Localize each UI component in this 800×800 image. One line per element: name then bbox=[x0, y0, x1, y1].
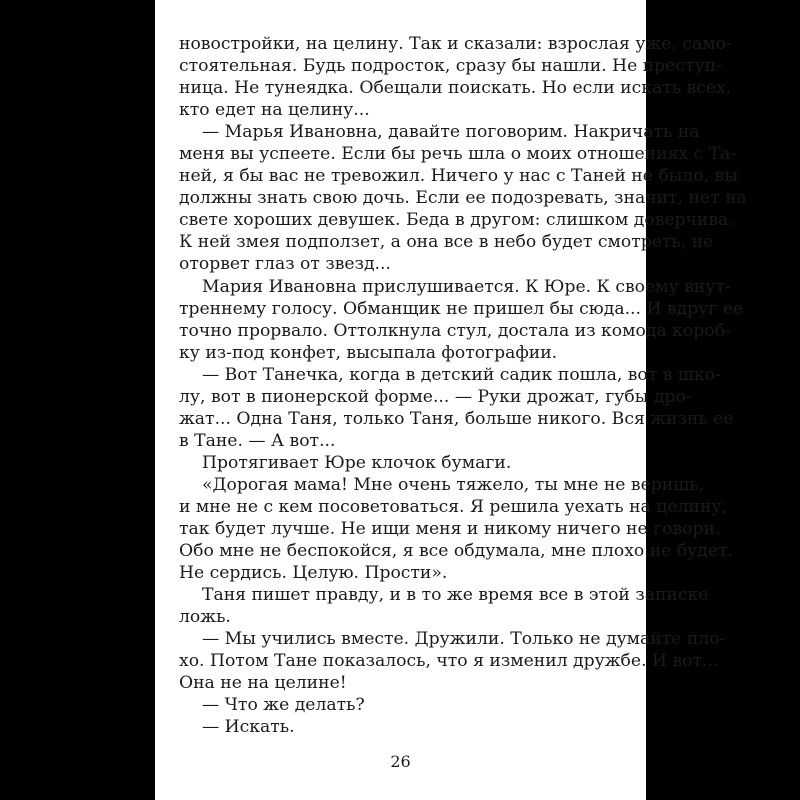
page-number: 26 bbox=[390, 752, 411, 771]
text-line: К ней змея подползет, а она все в небо будет смотреть, не bbox=[179, 232, 714, 253]
text-line: и мне не с кем посоветоваться. Я решила уехать на целину, bbox=[179, 496, 727, 517]
book-page bbox=[155, 0, 747, 800]
text-line: так будет лучше. Не ищи меня и никому ничего не говори. bbox=[179, 519, 721, 540]
text-line: оторвет глаз от звезд... bbox=[179, 254, 391, 275]
text-line: — Марья Ивановна, давайте поговорим. Накричать на bbox=[202, 122, 700, 143]
text-line: стоятельная. Будь подросток, сразу бы нашли. Не преступ- bbox=[179, 56, 722, 77]
text-line: свете хороших девушек. Беда в другом: слишком доверчива. bbox=[179, 210, 734, 231]
text-line: — Вот Танечка, когда в детский садик пошла, вот в шко- bbox=[202, 364, 721, 385]
text-line: треннему голосу. Обманщик не пришел бы сюда... И вдруг ее bbox=[179, 298, 744, 319]
text-line: меня вы успеете. Если бы речь шла о моих отношениях с Та- bbox=[179, 144, 737, 165]
text-line: ложь. bbox=[179, 607, 231, 628]
text-line: в Тане. — А вот... bbox=[179, 430, 336, 451]
text-line: кто едет на целину... bbox=[179, 100, 370, 121]
text-line: ку из-под конфет, высыпала фотографии. bbox=[179, 342, 558, 363]
text-line: новостройки, на целину. Так и сказали: взрослая уже, само- bbox=[179, 34, 732, 54]
text-line: Мария Ивановна прислушивается. К Юре. К своему внут- bbox=[202, 276, 731, 297]
text-line: — Искать. bbox=[202, 717, 295, 738]
text-line: хо. Потом Тане показалось, что я изменил дружбе. И вот... bbox=[179, 651, 719, 672]
text-line: должны знать свою дочь. Если ее подозревать, значит, нет на bbox=[179, 188, 747, 209]
text-line: «Дорогая мама! Мне очень тяжело, ты мне не веришь, bbox=[202, 474, 705, 495]
text-line: — Мы учились вместе. Дружили. Только не думайте пло- bbox=[202, 629, 726, 650]
text-line: Обо мне не беспокойся, я все обдумала, мне плохо не будет. bbox=[179, 541, 733, 562]
text-line: лу, вот в пионерской форме... — Руки дрожат, губы дро- bbox=[179, 386, 692, 407]
text-line: Она не на целине! bbox=[179, 673, 347, 694]
text-line: ница. Не тунеядка. Обещали поискать. Но если искать всех, bbox=[179, 78, 732, 99]
text-line: жат... Одна Таня, только Таня, больше никого. Вся жизнь ее bbox=[179, 408, 734, 429]
text-line: Не сердись. Целую. Прости». bbox=[179, 563, 448, 584]
text-line: Таня пишет правду, и в то же время все в этой записке bbox=[202, 585, 709, 606]
body-text bbox=[179, 33, 747, 739]
text-line: — Что же делать? bbox=[202, 695, 365, 716]
text-line: точно прорвало. Оттолкнула стул, достала из комода короб- bbox=[179, 320, 731, 341]
text-line: Протягивает Юре клочок бумаги. bbox=[202, 452, 512, 473]
text-line: ней, я бы вас не тревожил. Ничего у нас с Таней не было, вы bbox=[179, 166, 738, 187]
